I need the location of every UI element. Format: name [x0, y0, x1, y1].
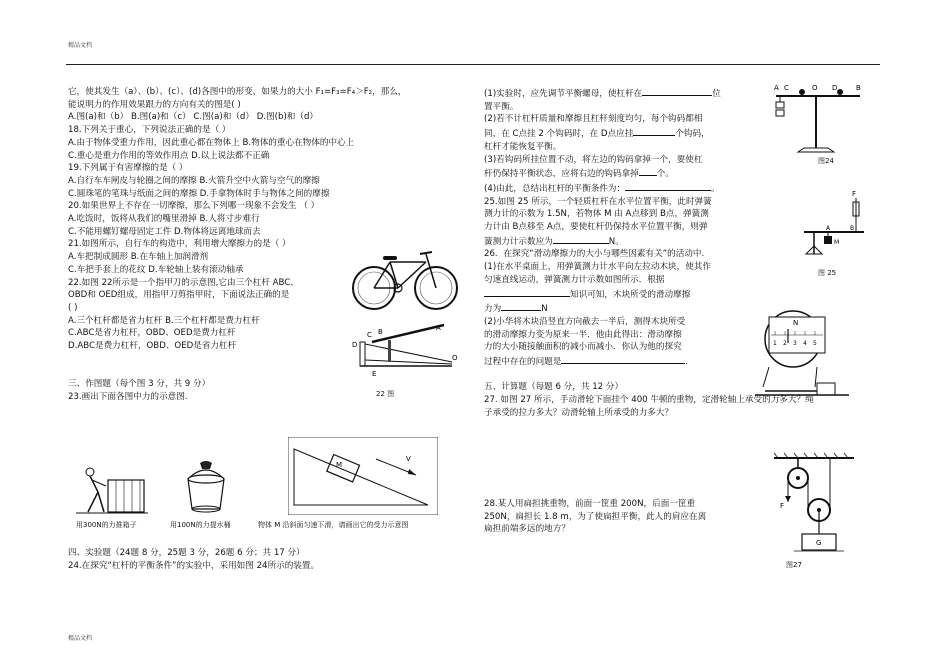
- text-line: (1)在水平桌面上，用弹簧测力计水平向左拉动木块，使其作: [484, 262, 712, 273]
- question-22: 22.如图 22所示是一个指甲刀的示意图,它由三个杠杆 ABC、: [68, 277, 299, 288]
- question-23: 23.画出下面各图中力的示意图.: [68, 391, 188, 402]
- text-line: A.三个杠杆都是省力杠杆 B.三个杠杆都是费力杠杆: [68, 315, 260, 326]
- text-line: 测力计的示数为 1.5N，若物体 M 由 A点移到 B点，弹簧测: [484, 209, 709, 220]
- label-m: M: [336, 461, 343, 469]
- tick-label: 5: [813, 340, 817, 347]
- lever-figure-25: [800, 188, 872, 256]
- label-c: C: [367, 331, 372, 339]
- nail-clipper-figure: [352, 320, 470, 380]
- label-f: F: [852, 190, 857, 198]
- text-line: 的滑动摩擦力变为原来一半．他由此得出：滑动摩擦: [484, 329, 682, 340]
- page-header: 精品文档: [68, 42, 93, 49]
- text-fragment: 杆仍保持平衡状态，应将右边的钩码拿掉: [484, 169, 639, 180]
- q24-part3: (3)若钩码所挂位置不动，将左边的钩码拿掉一个，要使杠: [484, 154, 703, 165]
- text-line: 子承受的拉力多大？动滑轮轴上所承受的力多大？: [484, 407, 674, 418]
- answer-blank[interactable]: [625, 181, 711, 191]
- bucket-figure: [180, 457, 232, 515]
- answer-blank[interactable]: [553, 234, 609, 244]
- text-line: C.重心是重力作用的等效作用点 D.以上说法都不正确: [68, 150, 270, 161]
- text-line: 杠杆才能恢复平衡。: [484, 141, 562, 152]
- question-19: 19.下列属于有害摩擦的是（ ）: [68, 163, 188, 174]
- text-line: OBD和 OED组成，用指甲刀剪指甲时，下面说法正确的是: [68, 290, 290, 301]
- push-box-caption: 用300N的力推箱子: [76, 521, 137, 529]
- text-fragment: 同，在 C点挂 2 个钩码时，在 D点应挂: [484, 129, 634, 140]
- text-line: A.车把制成圆形 B.在车轴上加润滑剂: [68, 252, 209, 263]
- label-o: O: [452, 354, 458, 362]
- incline-figure: [288, 437, 438, 515]
- bucket-caption: 用100N的力提水桶: [170, 521, 231, 529]
- answer-blank[interactable]: [639, 166, 657, 176]
- push-box-figure: [76, 464, 148, 516]
- text-line: A.吃饭时，饭将从我们的嘴里滑掉 B.人将寸步难行: [68, 214, 260, 225]
- text-line: D.ABC是费力杠杆，OBD、OED是省力杠杆: [68, 341, 237, 352]
- text-line: 250N，扁担长 1.8 m，为了使扁担平衡，此人的肩应在离: [484, 511, 707, 522]
- section-3-heading: 三、作图题（每个图 3 分，共 9 分）: [68, 379, 211, 390]
- text-line: A.由于物体受重力作用，因此重心都在物体上 B.物体的重心在物体的中心上: [68, 137, 355, 148]
- text-fragment: N: [541, 304, 548, 315]
- q24-part1: (1)实验时，应先调节平衡螺母，使杠杆在: [484, 89, 643, 99]
- text-line: 力计由 B点移至 A点，要使杠杆仍保持水平位置平衡，则弹: [484, 222, 708, 233]
- tick-label: 2: [783, 340, 787, 347]
- label-b: B: [856, 84, 861, 92]
- text-line: C.不能用螺钉螺母固定工件 D.物体将远离地球而去: [68, 226, 261, 237]
- answer-blank[interactable]: [501, 301, 541, 311]
- text-fragment: ．: [685, 357, 694, 368]
- text-line: 置平衡。: [484, 101, 519, 112]
- section-5-heading: 五、计算题（每题 6 分，共 12 分）: [484, 382, 624, 393]
- text-line: 力的大小随接触面积的减小而减小．你认为他的探究: [484, 342, 682, 353]
- fig27-caption: 图27: [786, 561, 802, 569]
- incline-caption: 物体 M 沿斜面匀速下滑，请画出它的受力示意图: [258, 521, 409, 529]
- question-18: 18.下列关于重心，下列说法正确的是（ ）: [68, 125, 231, 136]
- text-fragment: N。: [608, 236, 624, 247]
- text-line: 匀速直线运动，弹簧测力计示数如图所示．根据: [484, 274, 665, 285]
- fig25-caption: 图 25: [818, 269, 837, 277]
- question-20: 20.如果世界上不存在一切摩擦，那么下列哪一现象不会发生 （ ）: [68, 201, 320, 212]
- question-28: 28.某人用扁担挑重物，前面一筐重 200N，后面一筐重: [484, 499, 696, 509]
- fig22-caption: 22 图: [376, 390, 395, 398]
- text-fragment: 簧测力计示数应为: [484, 236, 553, 247]
- answer-blank[interactable]: [484, 287, 570, 297]
- label-n: N: [793, 319, 799, 327]
- text-fragment: 个。: [656, 169, 674, 180]
- text-line: ( ): [68, 302, 78, 313]
- q24-part2: (2)若不计杠杆质量和摩擦且杠杆刻度均匀，每个钩码都相: [484, 114, 703, 125]
- text-line: 扁担前端多远的地方？: [484, 524, 570, 535]
- text-line: 能说明力的作用效果跟力的方向有关的图是( ): [68, 99, 241, 110]
- tick-label: 1: [773, 340, 777, 347]
- answer-blank[interactable]: [642, 86, 712, 96]
- text-fragment: 力为: [484, 304, 502, 315]
- label-d: D: [832, 84, 838, 92]
- question-26: 26．在探究“滑动摩擦力的大小与哪些因素有关”的活动中.: [484, 249, 705, 260]
- page-footer: 精品文档: [68, 635, 93, 642]
- pulley-figure-27: [774, 452, 854, 564]
- label-v: V: [406, 455, 411, 463]
- question-27: 27. 如图 27 所示，手动滑轮下面挂个 400 牛顿的重物，定滑轮轴上承受的力多大？绳: [484, 395, 814, 406]
- question-24: 24.在探究“杠杆的平衡条件”的实验中，采用如图 24所示的装置。: [68, 560, 320, 571]
- label-b: B: [850, 225, 855, 232]
- label-o: O: [812, 84, 818, 92]
- label-f: F: [780, 502, 785, 510]
- label-b: B: [378, 328, 383, 336]
- label-a: A: [774, 84, 779, 92]
- text-line: C.车把手套上的花纹 D.车轮轴上装有滚动轴承: [68, 264, 244, 275]
- text-line: 它，使其发生（a）、(b）、(c）、(d)各图中的形变，如果力的大小 F₁=F₃=F₄＞F₂，那么，: [68, 87, 407, 97]
- tick-label: 4: [803, 340, 807, 347]
- label-a: A: [826, 225, 831, 232]
- question-21: 21.如图所示，自行车的构造中，利用增大摩擦力的是（ ）: [68, 239, 291, 250]
- answer-blank[interactable]: [633, 126, 675, 136]
- left-bottom: [68, 547, 319, 572]
- label-g: G: [816, 539, 822, 547]
- text-line: A.自行车车闸皮与轮圈之间的摩擦 B.火箭升空中火箭与空气的摩擦: [68, 175, 320, 186]
- text-fragment: 知识可知，木块所受的滑动摩擦: [570, 289, 691, 300]
- fig24-caption: 图24: [818, 157, 834, 165]
- text-line: C.ABC是省力杠杆，OBD、OED是费力杠杆: [68, 328, 236, 339]
- text-fragment: 。: [711, 183, 720, 194]
- label-e: E: [372, 370, 377, 378]
- q24-part4: (4)由此，总结出杠杆的平衡条件为：: [484, 183, 626, 194]
- label-a: A: [436, 324, 441, 332]
- spring-scale-figure: [755, 305, 849, 403]
- text-line: A.图(a)和（b） B.图(a)和（c） C.图(a)和（d） D.图(b)和（d）: [68, 112, 319, 123]
- text-fragment: 位: [712, 89, 721, 99]
- text-fragment: 过程中存在的问题是: [484, 357, 562, 368]
- lever-figure-24: [768, 82, 868, 160]
- question-28-block: [484, 498, 706, 536]
- answer-blank[interactable]: [561, 354, 685, 364]
- header-rule: [66, 64, 880, 65]
- bicycle-figure: [350, 246, 460, 312]
- text-line: (2)小华将木块沿竖直方向截去一半后，测得木块所受: [484, 316, 686, 327]
- label-m: M: [834, 239, 840, 246]
- section-4-heading: 四、实验题（24题 8 分，25题 3 分，26题 6 分；共 17 分）: [68, 548, 305, 558]
- text-fragment: 个钩码，: [675, 129, 710, 140]
- text-line: C.圆珠笔的笔珠与纸面之间的摩擦 D.手拿物体时手与物体之间的摩擦: [68, 188, 330, 199]
- question-25: 25.如图 25 所示，一个轻质杠杆在水平位置平衡，此时弹簧: [484, 196, 712, 207]
- tick-label: 3: [793, 340, 797, 347]
- label-c: C: [784, 84, 789, 92]
- label-d: D: [352, 341, 358, 349]
